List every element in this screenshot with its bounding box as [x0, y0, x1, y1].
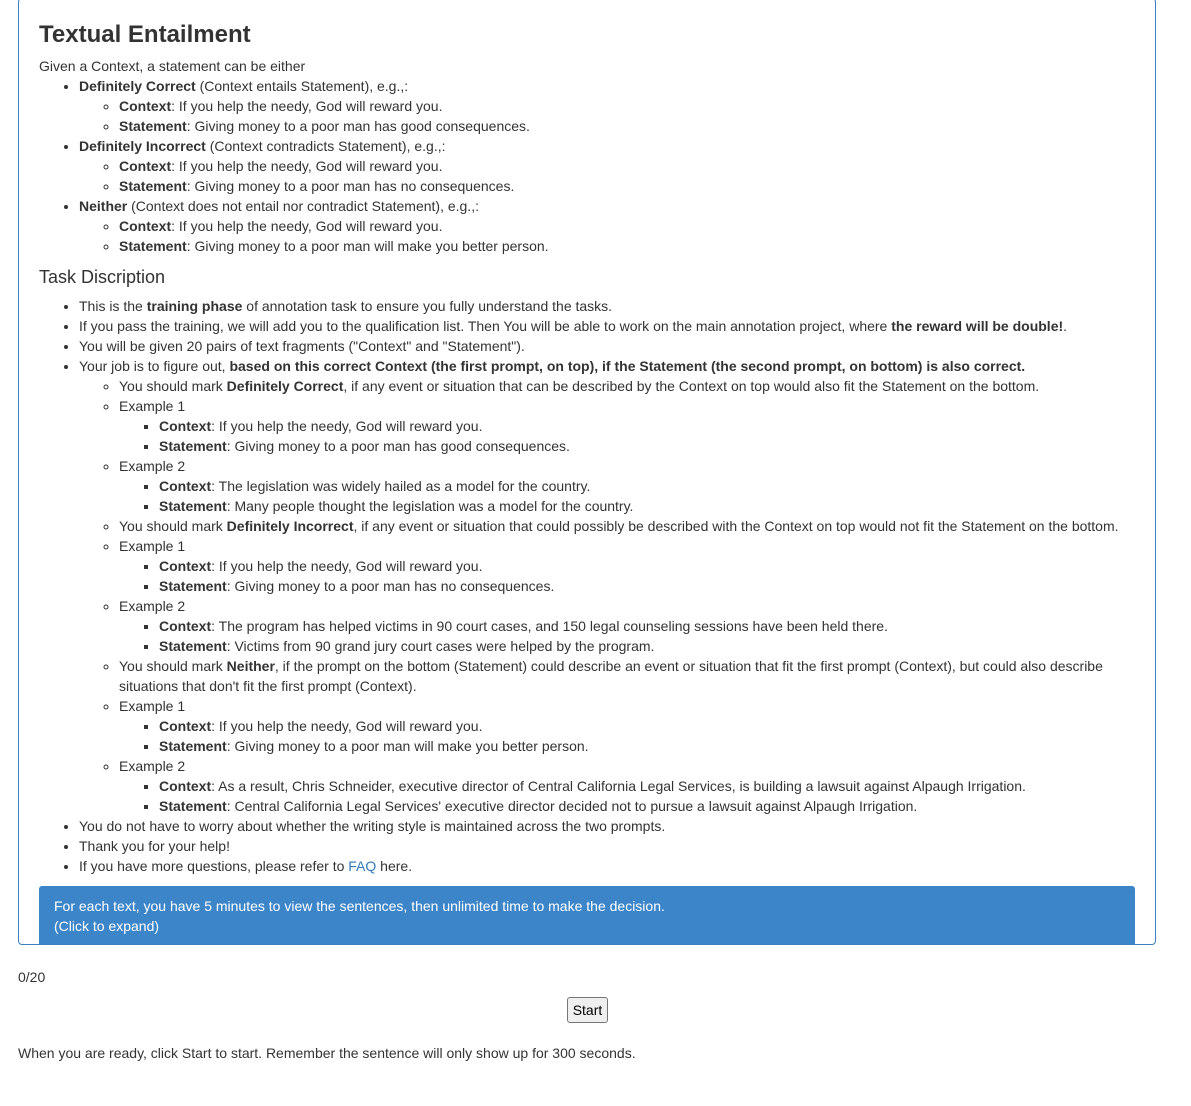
- example-context: ▪ Context: If you help the needy, God will reward you.: [159, 416, 1135, 436]
- faq-link[interactable]: FAQ: [348, 858, 377, 874]
- example-item: ◦ Example 1 ▪ Context: If you help the needy, God will reward you. ▪ Statement: Giving money to a poor man has no consequences.: [119, 536, 1135, 596]
- definition-item: • Definitely Incorrect (Context contradicts Statement), e.g.,: ◦ Context: If you help the needy, God will reward you. ◦ Statement: Giving money to a poor man has no consequences.: [79, 136, 1135, 196]
- rule-correct: ◦ You should mark Definitely Correct, if any event or situation that can be described by the Context on top would also fit the Statement on the bottom.: [119, 376, 1135, 396]
- definition-context: ◦ Context: If you help the needy, God will reward you.: [119, 96, 1135, 116]
- timing-alert-expand[interactable]: [39, 886, 1135, 945]
- example-context: ▪ Context: If you help the needy, God will reward you.: [159, 716, 1135, 736]
- progress-counter: 0/20: [18, 969, 46, 985]
- example-item: ◦ Example 2 ▪ Context: The program has helped victims in 90 court cases, and 150 legal counseling sessions have been held there. ▪ Statement: Victims from 90 grand jury court cases were helped by the program.: [119, 596, 1135, 656]
- task-item: • You do not have to worry about whether the writing style is maintained across the two prompts.: [79, 816, 1135, 836]
- example-item: ◦ Example 1 ▪ Context: If you help the needy, God will reward you. ▪ Statement: Giving money to a poor man will make you better person.: [119, 696, 1135, 756]
- example-context: ▪ Context: As a result, Chris Schneider, executive director of Central California Legal Services, is building a lawsuit against Alpaugh Irrigation.: [159, 776, 1135, 796]
- example-statement: ▪ Statement: Many people thought the legislation was a model for the country.: [159, 496, 1135, 516]
- rule-incorrect: ◦ You should mark Definitely Incorrect, if any event or situation that could possibly be described with the Context on top would not fit the Statement on the bottom.: [119, 516, 1135, 536]
- task-item: • Your job is to figure out, based on this correct Context (the first prompt, on top), if the Statement (the second prompt, on bottom) is also correct. ◦ You should mark Definitely Correct, if any event or situation that can be described by the Context on top would also fit the Statement on the bottom. ◦ Example 1 ▪ Context: If you help the needy, God will reward you. ▪ Statement: Giving money to a poor man has good consequences. ◦ Example 2 ▪ Context: The legislation was widely hailed as a model for the country. ▪ Statement: Many people thought the legislation was a model for the country. ◦ You should mark Definitely Incorrect, if any event or situation that could possibly be described with the Context on top would not fit the Statement on the bottom. ◦ Example 1 ▪ Context: If you help the needy, God will reward you. ▪ Statement: Giving money to a poor man has no consequences. ◦ Example 2 ▪ Context: The program has helped victims in 90 court cases, and 150 legal counseling sessions have been held there. ▪ Statement: Victims from 90 grand jury court cases were helped by the program. ◦ You should mark Neither, if the prompt on the bottom (Statement) could describe an event or situation that fit the first prompt (Context), but could also describe situations that don't fit the first prompt (Context). ◦ Example 1 ▪ Context: If you help the needy, God will reward you. ▪ Statement: Giving money to a poor man will make you better person. ◦ Example 2 ▪ Context: As a result, Chris Schneider, executive director of Central California Legal Services, is building a lawsuit against Alpaugh Irrigation. ▪ Statement: Central California Legal Services' executive director decided not to pursue a lawsuit against Alpaugh Irrigation.: [79, 356, 1135, 816]
- start-container: [0, 997, 1175, 1023]
- example-statement: ▪ Statement: Giving money to a poor man has no consequences.: [159, 576, 1135, 596]
- example-context: ▪ Context: If you help the needy, God will reward you.: [159, 556, 1135, 576]
- definition-statement: ◦ Statement: Giving money to a poor man will make you better person.: [119, 236, 1135, 256]
- definition-list: [39, 76, 1135, 256]
- definition-item: • Neither (Context does not entail nor contradict Statement), e.g.,: ◦ Context: If you help the needy, God will reward you. ◦ Statement: Giving money to a poor man will make you better person.: [79, 196, 1135, 256]
- task-list: [39, 296, 1135, 876]
- rule-neither: ◦ You should mark Neither, if the prompt on the bottom (Statement) could describe an event or situation that fit the first prompt (Context), but could also describe situations that don't fit the first prompt (Context).: [119, 656, 1135, 696]
- definition-statement: ◦ Statement: Giving money to a poor man has good consequences.: [119, 116, 1135, 136]
- example-item: ◦ Example 1 ▪ Context: If you help the needy, God will reward you. ▪ Statement: Giving money to a poor man has good consequences.: [119, 396, 1135, 456]
- example-item: ◦ Example 2 ▪ Context: The legislation was widely hailed as a model for the country. ▪ Statement: Many people thought the legislation was a model for the country.: [119, 456, 1135, 516]
- example-item: ◦ Example 2 ▪ Context: As a result, Chris Schneider, executive director of Central California Legal Services, is building a lawsuit against Alpaugh Irrigation. ▪ Statement: Central California Legal Services' executive director decided not to pursue a lawsuit against Alpaugh Irrigation.: [119, 756, 1135, 816]
- definition-statement: ◦ Statement: Giving money to a poor man has no consequences.: [119, 176, 1135, 196]
- start-button[interactable]: Start: [567, 997, 609, 1023]
- task-item: • If you pass the training, we will add you to the qualification list. Then You will be able to work on the main annotation project, where the reward will be double!.: [79, 316, 1135, 336]
- example-statement: ▪ Statement: Victims from 90 grand jury court cases were helped by the program.: [159, 636, 1135, 656]
- example-statement: ▪ Statement: Giving money to a poor man has good consequences.: [159, 436, 1135, 456]
- task-item: • If you have more questions, please refer to FAQ here.: [79, 856, 1135, 876]
- footer-instructions: When you are ready, click Start to start. Remember the sentence will only show up for 300 seconds.: [18, 1045, 636, 1061]
- example-context: ▪ Context: The legislation was widely hailed as a model for the country.: [159, 476, 1135, 496]
- alert-expand-hint: (Click to expand): [54, 918, 160, 934]
- definition-context: ◦ Context: If you help the needy, God will reward you.: [119, 216, 1135, 236]
- definition-item: • Definitely Correct (Context entails Statement), e.g.,: ◦ Context: If you help the needy, God will reward you. ◦ Statement: Giving money to a poor man has good consequences.: [79, 76, 1135, 136]
- definition-context: ◦ Context: If you help the needy, God will reward you.: [119, 156, 1135, 176]
- task-item: • You will be given 20 pairs of text fragments ("Context" and "Statement").: [79, 336, 1135, 356]
- instructions-panel: [18, 0, 1156, 945]
- example-statement: ▪ Statement: Central California Legal Services' executive director decided not to pursue a lawsuit against Alpaugh Irrigation.: [159, 796, 1135, 816]
- task-heading: Task Discription: [39, 267, 166, 287]
- example-statement: ▪ Statement: Giving money to a poor man will make you better person.: [159, 736, 1135, 756]
- task-item: • Thank you for your help!: [79, 836, 1135, 856]
- example-context: ▪ Context: The program has helped victims in 90 court cases, and 150 legal counseling sessions have been held there.: [159, 616, 1135, 636]
- task-item: • This is the training phase of annotation task to ensure you fully understand the tasks.: [79, 296, 1135, 316]
- alert-line: For each text, you have 5 minutes to view the sentences, then unlimited time to make the decision.: [54, 898, 665, 914]
- page-title: Textual Entailment: [39, 21, 251, 48]
- intro-text: Given a Context, a statement can be either: [39, 58, 306, 74]
